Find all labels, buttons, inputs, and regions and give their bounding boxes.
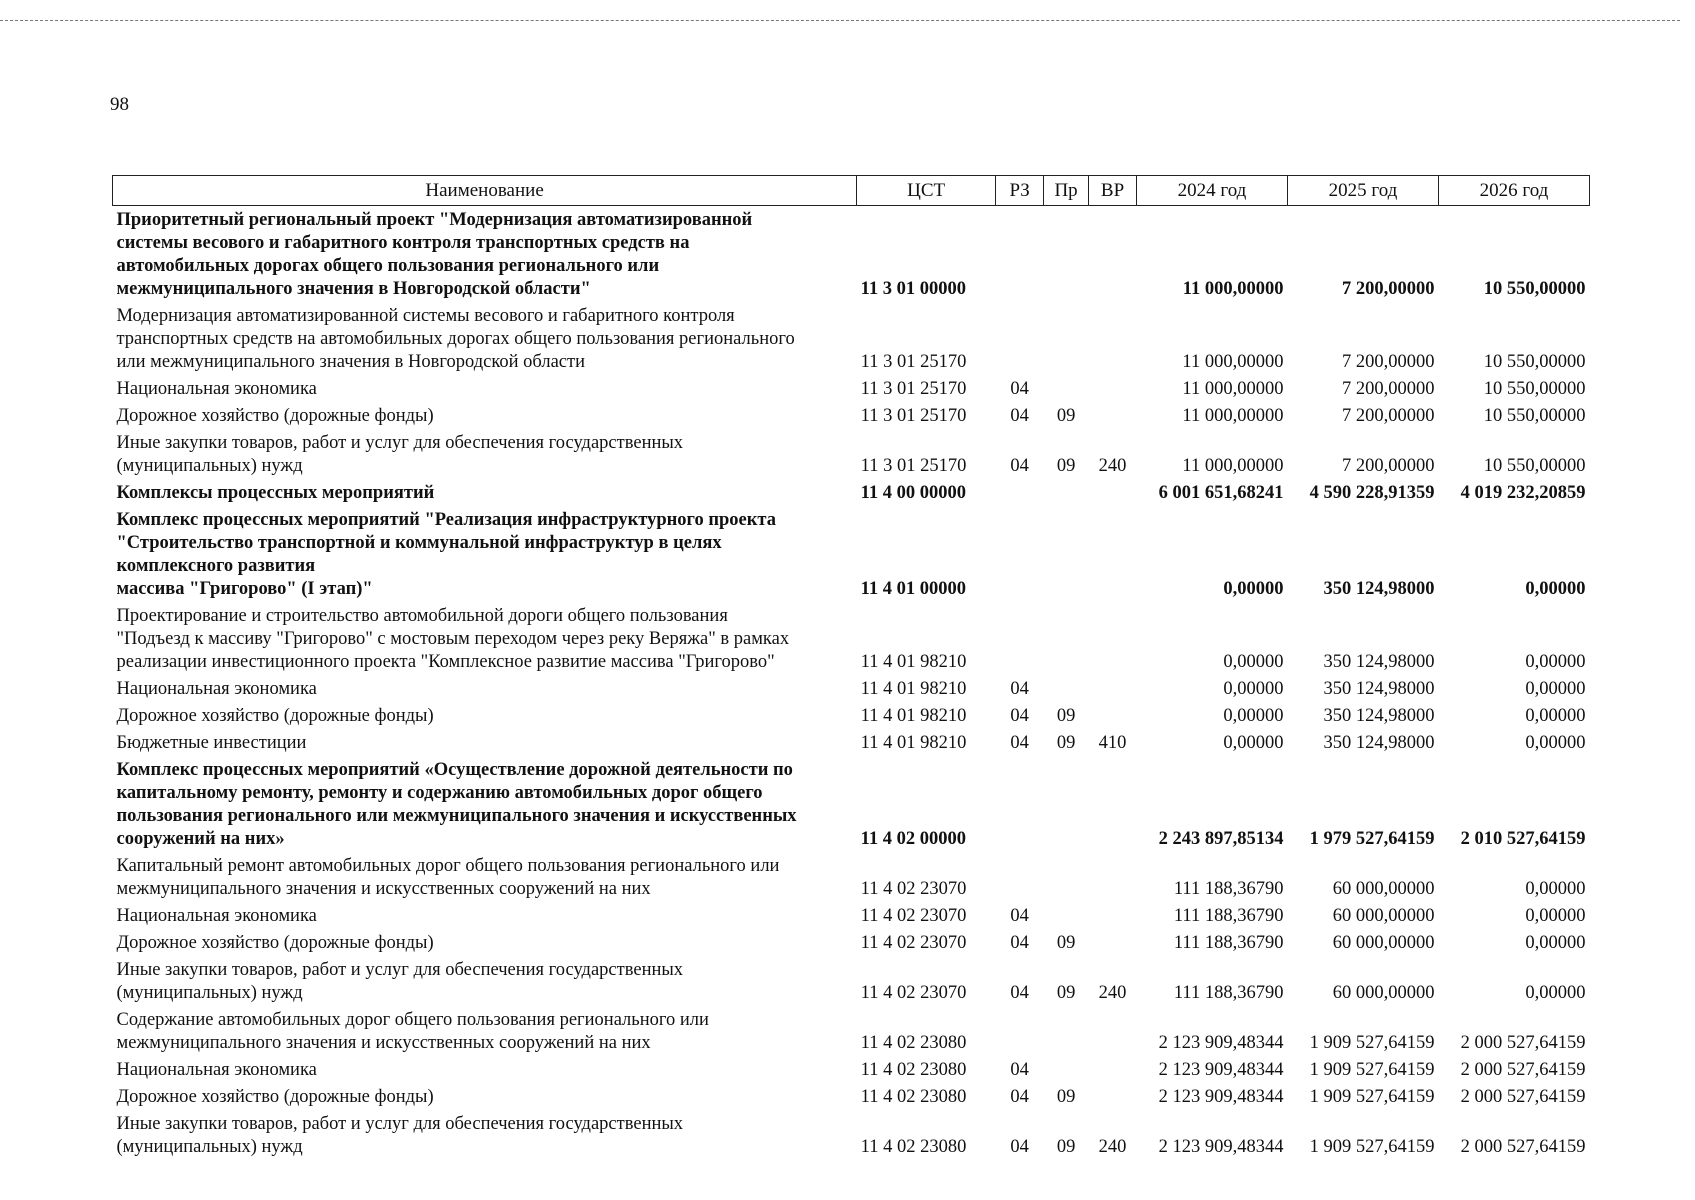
row-2025: 7 200,00000 [1341,279,1435,299]
row-rz: 04 [1010,733,1029,753]
row-pr [1044,302,1089,375]
row-cst: 11 4 01 98210 [860,652,967,672]
row-vr [1089,479,1137,506]
row-vr: 410 [1098,733,1127,753]
row-name-line: массива "Григорово" (I этап)" [116,579,373,599]
row-name-line: системы весового и габаритного контроля транспортных средств на [116,233,690,253]
row-pr [1044,1006,1089,1056]
row-2026: 2 000 527,64159 [1460,1087,1586,1107]
table-row [113,1006,1590,1056]
row-vr [1089,929,1137,956]
row-pr: 09 [1056,1137,1076,1157]
row-name-line: Содержание автомобильных дорог общего пользования регионального или [116,1010,709,1030]
row-name-line: Национальная экономика [116,1060,317,1080]
row-vr [1089,1056,1137,1083]
row-name-line: Национальная экономика [116,379,317,399]
row-name-line: Дорожное хозяйство (дорожные фонды) [116,406,434,426]
row-rz [996,852,1044,902]
row-2024: 0,00000 [1223,652,1284,672]
row-cst: 11 3 01 25170 [860,456,967,476]
row-name [113,429,857,479]
row-rz [996,506,1044,602]
row-name-line: Комплексы процессных мероприятий [116,483,435,503]
row-pr [1044,479,1089,506]
row-2025: 60 000,00000 [1332,879,1435,899]
row-2025: 7 200,00000 [1341,456,1435,476]
row-name-line: межмуниципального значения и искусственных сооружений на них [116,879,651,899]
row-vr [1089,902,1137,929]
row-rz: 04 [1010,679,1029,699]
row-2024: 111 188,36790 [1173,906,1284,926]
row-2025: 4 590 228,91359 [1309,483,1435,503]
row-cst: 11 4 00 00000 [860,483,967,503]
row-2026: 10 550,00000 [1483,456,1586,476]
row-vr [1089,675,1137,702]
row-cst: 11 4 02 23070 [860,983,967,1003]
row-name-line: капитальному ремонту, ремонту и содержанию автомобильных дорог общего [116,783,763,803]
row-cst: 11 3 01 25170 [860,379,967,399]
row-pr: 09 [1056,983,1076,1003]
row-name-line: Иные закупки товаров, работ и услуг для обеспечения государственных [116,433,684,453]
row-pr: 09 [1056,706,1076,726]
row-2025: 350 124,98000 [1323,679,1435,699]
row-rz [996,206,1044,303]
header-2026: 2026 год [1438,176,1589,206]
row-2024: 2 123 909,48344 [1158,1137,1284,1157]
row-2025: 60 000,00000 [1332,983,1435,1003]
row-2025: 1 979 527,64159 [1309,829,1435,849]
row-name-line: Дорожное хозяйство (дорожные фонды) [116,1087,434,1107]
row-2026: 0,00000 [1525,579,1586,599]
row-name-line: Национальная экономика [116,906,317,926]
row-pr: 09 [1056,1087,1076,1107]
row-vr [1089,1083,1137,1110]
table-row [113,402,1590,429]
row-2025: 60 000,00000 [1332,933,1435,953]
row-rz: 04 [1010,933,1029,953]
row-2026: 0,00000 [1525,733,1586,753]
row-2025: 1 909 527,64159 [1309,1033,1435,1053]
row-2024: 11 000,00000 [1182,279,1284,299]
row-2025: 7 200,00000 [1341,406,1435,426]
row-2024: 11 000,00000 [1182,379,1284,399]
header-2024: 2024 год [1137,176,1288,206]
row-name [113,1006,857,1056]
row-pr [1044,375,1089,402]
table-row [113,479,1590,506]
row-2024: 0,00000 [1223,679,1284,699]
row-2026: 4 019 232,20859 [1460,483,1586,503]
row-name-line: (муниципальных) нужд [116,983,303,1003]
row-cst: 11 4 01 98210 [860,733,967,753]
row-cst: 11 4 02 23070 [860,879,967,899]
row-rz: 04 [1010,379,1029,399]
budget-table [112,175,1590,1160]
row-vr: 240 [1098,1137,1127,1157]
table-row [113,375,1590,402]
row-2025: 1 909 527,64159 [1309,1137,1435,1157]
row-name [113,402,857,429]
top-scan-rule [0,20,1680,21]
row-cst: 11 4 01 98210 [860,679,967,699]
table-row [113,602,1590,675]
row-name-line: автомобильных дорогах общего пользования регионального или [116,256,660,276]
row-2026: 10 550,00000 [1483,352,1586,372]
table-row [113,929,1590,956]
row-2026: 2 010 527,64159 [1460,829,1586,849]
row-pr: 09 [1056,406,1076,426]
row-2025: 7 200,00000 [1341,379,1435,399]
header-pr: Пр [1044,176,1089,206]
row-vr [1089,302,1137,375]
row-cst: 11 4 02 23070 [860,906,967,926]
row-pr [1044,506,1089,602]
row-name-line: Иные закупки товаров, работ и услуг для обеспечения государственных [116,1114,684,1134]
row-name-line: Дорожное хозяйство (дорожные фонды) [116,706,434,726]
table-row [113,429,1590,479]
table-row [113,702,1590,729]
table-header-row [113,176,1590,206]
table-row [113,852,1590,902]
row-name-line: (муниципальных) нужд [116,1137,303,1157]
row-name-line: Модернизация автоматизированной системы весового и габаритного контроля [116,306,735,326]
row-name [113,956,857,1006]
row-pr [1044,852,1089,902]
table-body [113,206,1590,1161]
row-name-line: Капитальный ремонт автомобильных дорог общего пользования регионального или [116,856,780,876]
row-2026: 2 000 527,64159 [1460,1060,1586,1080]
row-name [113,206,857,303]
row-name [113,729,857,756]
row-name-line: межмуниципального значения в Новгородской области" [116,279,591,299]
header-rz: РЗ [996,176,1044,206]
page-number: 98 [110,94,129,115]
row-pr [1044,902,1089,929]
row-2025: 7 200,00000 [1341,352,1435,372]
row-2025: 1 909 527,64159 [1309,1060,1435,1080]
row-vr [1089,402,1137,429]
row-2024: 111 188,36790 [1173,983,1284,1003]
row-name-line: реализации инвестиционного проекта "Комплексное развитие массива "Григорово" [116,652,775,672]
row-pr [1044,206,1089,303]
row-2025: 350 124,98000 [1323,706,1435,726]
row-2026: 0,00000 [1525,933,1586,953]
row-cst: 11 4 02 23080 [860,1137,967,1157]
table-row [113,206,1590,303]
row-name [113,675,857,702]
row-cst: 11 4 02 00000 [860,829,967,849]
row-cst: 11 4 02 23080 [860,1033,967,1053]
row-pr [1044,1056,1089,1083]
row-2026: 0,00000 [1525,679,1586,699]
row-rz: 04 [1010,456,1029,476]
row-cst: 11 3 01 25170 [860,352,967,372]
row-2024: 11 000,00000 [1182,406,1284,426]
table-row [113,1083,1590,1110]
row-2026: 10 550,00000 [1483,379,1586,399]
row-vr [1089,602,1137,675]
row-cst: 11 4 01 00000 [860,579,967,599]
row-2025: 60 000,00000 [1332,906,1435,926]
row-2025: 350 124,98000 [1323,733,1435,753]
table-row [113,1056,1590,1083]
row-2025: 1 909 527,64159 [1309,1087,1435,1107]
row-2026: 10 550,00000 [1483,279,1586,299]
table-row [113,675,1590,702]
row-2026: 0,00000 [1525,879,1586,899]
row-name [113,1056,857,1083]
row-name [113,602,857,675]
row-name [113,929,857,956]
header-cst: ЦСТ [857,176,996,206]
row-2024: 11 000,00000 [1182,456,1284,476]
row-name-line: Комплекс процессных мероприятий «Осуществление дорожной деятельности по [116,760,793,780]
row-pr: 09 [1056,933,1076,953]
row-2024: 6 001 651,68241 [1158,483,1284,503]
row-name-line: транспортных средств на автомобильных дорогах общего пользования регионального [116,329,795,349]
row-rz [996,302,1044,375]
row-name [113,756,857,852]
row-2026: 2 000 527,64159 [1460,1137,1586,1157]
row-2024: 111 188,36790 [1173,879,1284,899]
row-name-line: комплексного развития [116,556,316,576]
row-rz: 04 [1010,406,1029,426]
header-vr: ВР [1089,176,1137,206]
row-name-line: Бюджетные инвестиции [116,733,307,753]
row-name-line: Проектирование и строительство автомобильной дороги общего пользования [116,606,728,626]
header-2025: 2025 год [1288,176,1439,206]
row-vr [1089,506,1137,602]
row-pr: 09 [1056,733,1076,753]
row-vr [1089,702,1137,729]
row-cst: 11 4 01 98210 [860,706,967,726]
table-row [113,902,1590,929]
row-name-line: Комплекс процессных мероприятий "Реализация инфраструктурного проекта [116,510,776,530]
row-2024: 0,00000 [1223,733,1284,753]
row-rz: 04 [1010,1060,1029,1080]
row-pr: 09 [1056,456,1076,476]
row-vr [1089,206,1137,303]
row-rz: 04 [1010,1137,1029,1157]
row-name [113,852,857,902]
row-2024: 111 188,36790 [1173,933,1284,953]
row-vr: 240 [1098,983,1127,1003]
row-2024: 2 123 909,48344 [1158,1033,1284,1053]
row-vr [1089,1006,1137,1056]
row-2026: 10 550,00000 [1483,406,1586,426]
row-rz [996,602,1044,675]
row-name [113,375,857,402]
row-rz: 04 [1010,983,1029,1003]
table-row [113,956,1590,1006]
row-name [113,702,857,729]
row-name-line: или межмуниципального значения в Новгородской области [116,352,585,372]
row-2025: 350 124,98000 [1323,652,1435,672]
row-2024: 2 243 897,85134 [1158,829,1284,849]
row-2024: 2 123 909,48344 [1158,1087,1284,1107]
row-vr [1089,375,1137,402]
row-vr: 240 [1098,456,1127,476]
row-name [113,1110,857,1160]
row-cst: 11 3 01 25170 [860,406,967,426]
row-name-line: (муниципальных) нужд [116,456,303,476]
row-rz [996,479,1044,506]
row-name [113,1083,857,1110]
table-row [113,506,1590,602]
row-pr [1044,602,1089,675]
row-2024: 2 123 909,48344 [1158,1060,1284,1080]
row-name-line: Национальная экономика [116,679,317,699]
header-name: Наименование [113,176,857,206]
row-vr [1089,852,1137,902]
row-2026: 0,00000 [1525,906,1586,926]
table-row [113,1110,1590,1160]
row-name-line: сооружений на них» [116,829,285,849]
row-rz [996,756,1044,852]
row-name-line: "Строительство транспортной и коммунальной инфраструктур в целях [116,533,722,553]
table-row [113,756,1590,852]
row-2026: 0,00000 [1525,706,1586,726]
row-2024: 0,00000 [1223,579,1284,599]
table-row [113,729,1590,756]
row-cst: 11 4 02 23080 [860,1087,967,1107]
row-2026: 0,00000 [1525,983,1586,1003]
row-name [113,479,857,506]
row-2024: 11 000,00000 [1182,352,1284,372]
row-name-line: Приоритетный региональный проект "Модернизация автоматизированной [116,210,753,230]
row-name-line: пользования регионального или межмуниципального значения и искусственных [116,806,797,826]
row-name-line: "Подъезд к массиву "Григорово" с мостовым переходом через реку Веряжа" в рамках [116,629,790,649]
row-vr [1089,756,1137,852]
row-name-line: Дорожное хозяйство (дорожные фонды) [116,933,434,953]
row-cst: 11 3 01 00000 [860,279,967,299]
table-row [113,302,1590,375]
row-2026: 2 000 527,64159 [1460,1033,1586,1053]
row-2024: 0,00000 [1223,706,1284,726]
row-rz: 04 [1010,1087,1029,1107]
row-name [113,506,857,602]
row-cst: 11 4 02 23070 [860,933,967,953]
row-name [113,302,857,375]
row-name-line: межмуниципального значения и искусственных сооружений на них [116,1033,651,1053]
row-2026: 0,00000 [1525,652,1586,672]
row-rz: 04 [1010,906,1029,926]
row-rz [996,1006,1044,1056]
row-cst: 11 4 02 23080 [860,1060,967,1080]
row-pr [1044,756,1089,852]
row-pr [1044,675,1089,702]
row-rz: 04 [1010,706,1029,726]
row-name-line: Иные закупки товаров, работ и услуг для обеспечения государственных [116,960,684,980]
row-name [113,902,857,929]
row-2025: 350 124,98000 [1323,579,1435,599]
